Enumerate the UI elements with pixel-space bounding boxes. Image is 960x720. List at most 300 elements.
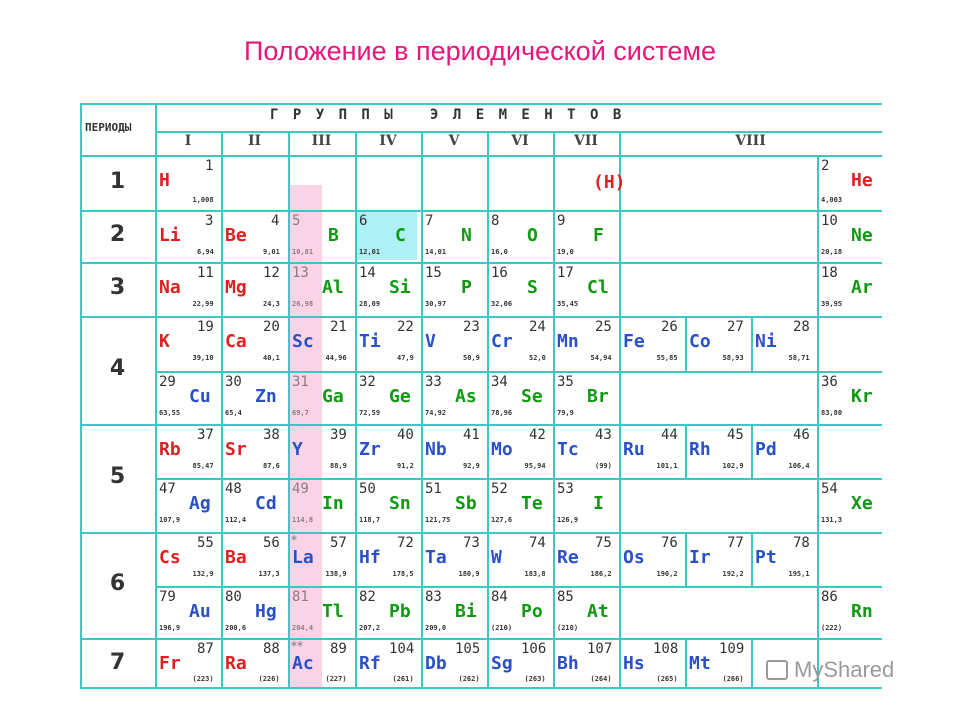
element-mo-symbol: Mo (491, 439, 513, 460)
element-number: 8 (491, 213, 500, 229)
grid-line (817, 586, 819, 638)
element-mass: 63,55 (159, 409, 181, 417)
grid-line (751, 316, 753, 371)
element-number: 105 (455, 641, 481, 657)
element-rf-symbol: Rf (359, 653, 381, 674)
element-pt-symbol: Pt (755, 547, 777, 568)
element-mass: 200,6 (225, 624, 247, 632)
element-rb-symbol: Rb (159, 439, 181, 460)
element-number: 17 (557, 265, 574, 281)
element-mass: 1,008 (192, 196, 214, 204)
element-po-symbol: Po (521, 601, 543, 622)
element-hf-symbol: Hf (359, 547, 381, 568)
element-s-symbol: S (527, 277, 538, 298)
element-mass: 52,0 (529, 354, 546, 362)
element-mass: 58,71 (788, 354, 810, 362)
element-mg-symbol: Mg (225, 277, 247, 298)
element-mass: 118,7 (359, 516, 381, 524)
grid-line (80, 210, 882, 212)
element-sr-symbol: Sr (225, 439, 247, 460)
element-mass: 107,9 (159, 516, 181, 524)
element-number: 39 (330, 427, 347, 443)
element-number: 27 (727, 319, 744, 335)
element-ni-symbol: Ni (755, 331, 777, 352)
element-zr-symbol: Zr (359, 439, 381, 460)
element-ti-symbol: Ti (359, 331, 381, 352)
element-mass: 6,94 (197, 248, 214, 256)
element-number: 40 (397, 427, 414, 443)
grid-line (80, 424, 882, 426)
element-mn-symbol: Mn (557, 331, 579, 352)
grid-line (80, 103, 882, 105)
element-number: 1 (205, 158, 214, 174)
element-mt-symbol: Mt (689, 653, 711, 674)
element-mass: 39,10 (192, 354, 214, 362)
element-na-symbol: Na (159, 277, 181, 298)
element-cu-symbol: Cu (189, 386, 211, 407)
element-number: 26 (661, 319, 678, 335)
element-mass: 72,59 (359, 409, 381, 417)
watermark: MyShared (794, 657, 895, 682)
element-tl-symbol: Tl (322, 601, 344, 622)
element-se-symbol: Se (521, 386, 543, 407)
element-number: 45 (727, 427, 744, 443)
grid-line (80, 262, 882, 264)
element-number: 84 (491, 589, 508, 605)
element-mass: (262) (458, 675, 480, 683)
groups-label: Г Р У П П Ы Э Л Е М Е Н Т О В (270, 107, 625, 123)
element-number: 41 (463, 427, 480, 443)
element-number: 5 (292, 213, 301, 229)
element-sc-symbol: Sc (292, 331, 314, 352)
element-mass: 204,4 (292, 624, 314, 632)
element-la-symbol: La (292, 547, 314, 568)
lanthanide-marker: * (291, 533, 297, 547)
element-number: 34 (491, 374, 508, 390)
grid-line (421, 131, 423, 689)
element-y-symbol: Y (292, 439, 303, 460)
element-mass: 30,97 (425, 300, 447, 308)
grid-line (155, 103, 157, 131)
element-mass: 121,75 (425, 516, 451, 524)
element-si-symbol: Si (389, 277, 411, 298)
period-3-label: 3 (109, 275, 126, 300)
grid-line (817, 155, 819, 316)
group-8-header: VIII (735, 133, 766, 149)
element-mass: (223) (192, 675, 214, 683)
element-tc-symbol: Tc (557, 439, 579, 460)
grid-line (80, 155, 882, 157)
element-number: 81 (292, 589, 309, 605)
grid-line (155, 478, 882, 480)
grid-line (751, 532, 753, 586)
element-mass: 32,06 (491, 300, 513, 308)
element-number: 38 (263, 427, 280, 443)
element-number: 7 (425, 213, 434, 229)
group-6-header: VI (511, 133, 529, 149)
grid-line (221, 131, 223, 689)
element-cs-symbol: Cs (159, 547, 181, 568)
element-v-symbol: V (425, 331, 436, 352)
element-mass: 4,003 (821, 196, 843, 204)
element-number: 55 (197, 535, 214, 551)
element-cl-symbol: Cl (587, 277, 609, 298)
element-mass: 85,47 (192, 462, 214, 470)
element-fr-symbol: Fr (159, 653, 181, 674)
element-number: 35 (557, 374, 574, 390)
element-number: 11 (197, 265, 214, 281)
element-mass: 178,5 (392, 570, 414, 578)
element-number: 89 (330, 641, 347, 657)
element-number: 50 (359, 481, 376, 497)
element-ba-symbol: Ba (225, 547, 247, 568)
element-number: 108 (653, 641, 679, 657)
element-number: 47 (159, 481, 176, 497)
element-number: 83 (425, 589, 442, 605)
element-mass: (227) (325, 675, 347, 683)
actinide-marker: ** (291, 639, 303, 653)
element-number: 6 (359, 213, 368, 229)
element-number: 32 (359, 374, 376, 390)
element-mass: 180,9 (458, 570, 480, 578)
element-mass: 35,45 (557, 300, 579, 308)
element-mass: 183,8 (524, 570, 546, 578)
element-b-symbol: B (328, 225, 339, 246)
element-mass: 132,9 (192, 570, 214, 578)
group-2-header: II (247, 133, 262, 149)
element-sg-symbol: Sg (491, 653, 513, 674)
element-number: 51 (425, 481, 442, 497)
element-number: 73 (463, 535, 480, 551)
element-n-symbol: N (461, 225, 472, 246)
element-al-symbol: Al (322, 277, 344, 298)
grid-line (80, 638, 882, 640)
grid-line (487, 131, 489, 689)
period-1-label: 1 (109, 168, 126, 194)
element-number: 86 (821, 589, 838, 605)
period-6-label: 6 (109, 571, 126, 596)
element-number: 48 (225, 481, 242, 497)
element-number: 54 (821, 481, 838, 497)
grid-line (155, 586, 882, 588)
element-mass: (226) (258, 675, 280, 683)
element-mass: 88,9 (330, 462, 347, 470)
element-h-symbol: (H) (593, 172, 626, 193)
grid-line (685, 316, 687, 371)
element-number: 4 (271, 213, 280, 229)
element-in-symbol: In (322, 493, 344, 514)
group-3-header: III (311, 133, 332, 149)
grid-line (817, 424, 819, 478)
element-mass: 114,8 (292, 516, 314, 524)
element-mass: 9,01 (263, 248, 280, 256)
period-5-label: 5 (109, 464, 126, 489)
element-mass: (263) (524, 675, 546, 683)
grid-line (817, 316, 819, 371)
element-mass: 40,1 (263, 354, 280, 362)
element-number: 12 (263, 265, 280, 281)
element-sb-symbol: Sb (455, 493, 477, 514)
element-number: 16 (491, 265, 508, 281)
grid-line (751, 638, 753, 689)
element-number: 87 (197, 641, 214, 657)
element-bh-symbol: Bh (557, 653, 579, 674)
element-number: 29 (159, 374, 176, 390)
element-number: 44 (661, 427, 678, 443)
element-mass: (210) (491, 624, 513, 632)
element-mass: 14,01 (425, 248, 447, 256)
element-mass: (261) (392, 675, 414, 683)
element-ne-symbol: Ne (851, 225, 873, 246)
element-mass: (210) (557, 624, 579, 632)
element-p-symbol: P (461, 277, 472, 298)
element-mass: 50,9 (463, 354, 480, 362)
grid-line (817, 532, 819, 586)
element-mass: (265) (656, 675, 678, 683)
element-number: 49 (292, 481, 309, 497)
element-number: 21 (330, 319, 347, 335)
element-rn-symbol: Rn (851, 601, 873, 622)
element-mass: 44,96 (325, 354, 347, 362)
element-number: 42 (529, 427, 546, 443)
periodic-table (80, 103, 882, 689)
element-number: 36 (821, 374, 838, 390)
element-mass: 112,4 (225, 516, 247, 524)
element-number: 9 (557, 213, 566, 229)
element-number: 74 (529, 535, 546, 551)
element-he-symbol: He (851, 170, 873, 191)
element-number: 33 (425, 374, 442, 390)
grid-line (80, 316, 882, 318)
element-pd-symbol: Pd (755, 439, 777, 460)
element-number: 77 (727, 535, 744, 551)
element-br-symbol: Br (587, 386, 609, 407)
element-ru-symbol: Ru (623, 439, 645, 460)
element-number: 107 (587, 641, 613, 657)
element-f-symbol: F (593, 225, 604, 246)
element-mass: (266) (722, 675, 744, 683)
grid-line (685, 532, 687, 586)
element-mass: 12,01 (359, 248, 381, 256)
group-4-header: IV (379, 133, 397, 149)
element-nb-symbol: Nb (425, 439, 447, 460)
element-at-symbol: At (587, 601, 609, 622)
element-cd-symbol: Cd (255, 493, 277, 514)
element-number: 52 (491, 481, 508, 497)
element-number: 75 (595, 535, 612, 551)
element-number: 85 (557, 589, 574, 605)
element-mass: 55,85 (656, 354, 678, 362)
element-number: 109 (719, 641, 745, 657)
element-sn-symbol: Sn (389, 493, 411, 514)
element-mass: 19,0 (557, 248, 574, 256)
element-li-symbol: Li (159, 225, 181, 246)
element-mass: 22,99 (192, 300, 214, 308)
element-ga-symbol: Ga (322, 386, 344, 407)
element-mass: 127,6 (491, 516, 513, 524)
element-number: 79 (159, 589, 176, 605)
grid-line (553, 131, 555, 689)
element-number: 82 (359, 589, 376, 605)
element-number: 106 (521, 641, 547, 657)
grid-line (80, 532, 882, 534)
element-mass: 95,94 (524, 462, 546, 470)
element-number: 53 (557, 481, 574, 497)
element-number: 30 (225, 374, 242, 390)
element-mass: 126,9 (557, 516, 579, 524)
element-number: 22 (397, 319, 414, 335)
element-ir-symbol: Ir (689, 547, 711, 568)
element-bi-symbol: Bi (455, 601, 477, 622)
element-mass: 186,2 (590, 570, 612, 578)
element-xe-symbol: Xe (851, 493, 873, 514)
element-mass: (264) (590, 675, 612, 683)
element-be-symbol: Be (225, 225, 247, 246)
element-mass: 209,0 (425, 624, 447, 632)
element-mass: 190,2 (656, 570, 678, 578)
element-hg-symbol: Hg (255, 601, 277, 622)
element-number: 15 (425, 265, 442, 281)
element-mass: 20,18 (821, 248, 843, 256)
periods-label: ПЕРИОДЫ (85, 121, 132, 134)
element-au-symbol: Au (189, 601, 211, 622)
element-number: 31 (292, 374, 309, 390)
element-hs-symbol: Hs (623, 653, 645, 674)
element-ag-symbol: Ag (189, 493, 211, 514)
element-number: 23 (463, 319, 480, 335)
element-ar-symbol: Ar (851, 277, 873, 298)
group-iii-highlight (288, 185, 322, 689)
element-mass: 192,2 (722, 570, 744, 578)
element-number: 78 (793, 535, 810, 551)
element-c-symbol: C (395, 225, 406, 246)
element-mass: 47,9 (397, 354, 414, 362)
element-h-symbol: H (159, 170, 170, 191)
element-re-symbol: Re (557, 547, 579, 568)
element-mass: 69,7 (292, 409, 309, 417)
element-number: 25 (595, 319, 612, 335)
grid-line (685, 424, 687, 478)
element-mass: 102,9 (722, 462, 744, 470)
element-mass: 207,2 (359, 624, 381, 632)
element-mass: 137,3 (258, 570, 280, 578)
element-kr-symbol: Kr (851, 386, 873, 407)
element-number: 14 (359, 265, 376, 281)
element-as-symbol: As (455, 386, 477, 407)
element-mass: 16,0 (491, 248, 508, 256)
element-fe-symbol: Fe (623, 331, 645, 352)
element-ge-symbol: Ge (389, 386, 411, 407)
element-mass: 39,95 (821, 300, 843, 308)
element-os-symbol: Os (623, 547, 645, 568)
element-k-symbol: K (159, 331, 170, 352)
grid-line (355, 131, 357, 689)
grid-line (817, 478, 819, 532)
element-number: 104 (389, 641, 415, 657)
element-mass: 79,9 (557, 409, 574, 417)
element-w-symbol: W (491, 547, 502, 568)
page-title: Положение в периодической системе (243, 36, 717, 66)
element-number: 88 (263, 641, 280, 657)
element-number: 24 (529, 319, 546, 335)
element-db-symbol: Db (425, 653, 447, 674)
element-mass: 91,2 (397, 462, 414, 470)
element-pb-symbol: Pb (389, 601, 411, 622)
element-number: 37 (197, 427, 214, 443)
element-ac-symbol: Ac (292, 653, 314, 674)
element-number: 28 (793, 319, 810, 335)
group-5-header: V (448, 133, 460, 149)
element-mass: (222) (821, 624, 843, 632)
element-mass: 74,92 (425, 409, 447, 417)
element-co-symbol: Co (689, 331, 711, 352)
element-o-symbol: O (527, 225, 538, 246)
element-number: 72 (397, 535, 414, 551)
element-mass: 196,9 (159, 624, 181, 632)
element-cr-symbol: Cr (491, 331, 513, 352)
element-i-symbol: I (593, 493, 604, 514)
element-mass: 78,96 (491, 409, 513, 417)
element-mass: 195,1 (788, 570, 810, 578)
element-mass: 131,3 (821, 516, 843, 524)
grid-line (80, 687, 882, 689)
element-number: 46 (793, 427, 810, 443)
element-mass: 54,94 (590, 354, 612, 362)
period-2-label: 2 (109, 222, 126, 247)
grid-line (155, 371, 882, 373)
element-number: 76 (661, 535, 678, 551)
element-mass: 10,81 (292, 248, 314, 256)
element-number: 57 (330, 535, 347, 551)
element-mass: 58,93 (722, 354, 744, 362)
period-4-label: 4 (109, 356, 126, 381)
element-number: 3 (205, 213, 214, 229)
element-mass: 83,80 (821, 409, 843, 417)
element-mass: (99) (595, 462, 612, 470)
element-mass: 101,1 (656, 462, 678, 470)
grid-line (817, 371, 819, 424)
element-mass: 138,9 (325, 570, 347, 578)
myshared-logo-icon (766, 660, 788, 680)
grid-line (685, 638, 687, 689)
grid-line (751, 424, 753, 478)
grid-line (619, 131, 621, 689)
period-7-label: 7 (109, 649, 126, 675)
element-number: 13 (292, 265, 309, 281)
grid-line (155, 131, 157, 689)
group-7-header: VII (574, 133, 598, 149)
grid-line (288, 131, 290, 689)
element-number: 10 (821, 213, 838, 229)
element-mass: 92,9 (463, 462, 480, 470)
element-ta-symbol: Ta (425, 547, 447, 568)
element-mass: 65,4 (225, 409, 242, 417)
element-mass: 87,6 (263, 462, 280, 470)
element-mass: 26,98 (292, 300, 314, 308)
element-number: 80 (225, 589, 242, 605)
element-mass: 24,3 (263, 300, 280, 308)
element-number: 56 (263, 535, 280, 551)
group-1-header: I (184, 133, 192, 149)
element-number: 18 (821, 265, 838, 281)
element-ca-symbol: Ca (225, 331, 247, 352)
element-mass: 106,4 (788, 462, 810, 470)
element-number: 2 (821, 158, 830, 174)
element-te-symbol: Te (521, 493, 543, 514)
element-number: 19 (197, 319, 214, 335)
element-ra-symbol: Ra (225, 653, 247, 674)
element-zn-symbol: Zn (255, 386, 277, 407)
